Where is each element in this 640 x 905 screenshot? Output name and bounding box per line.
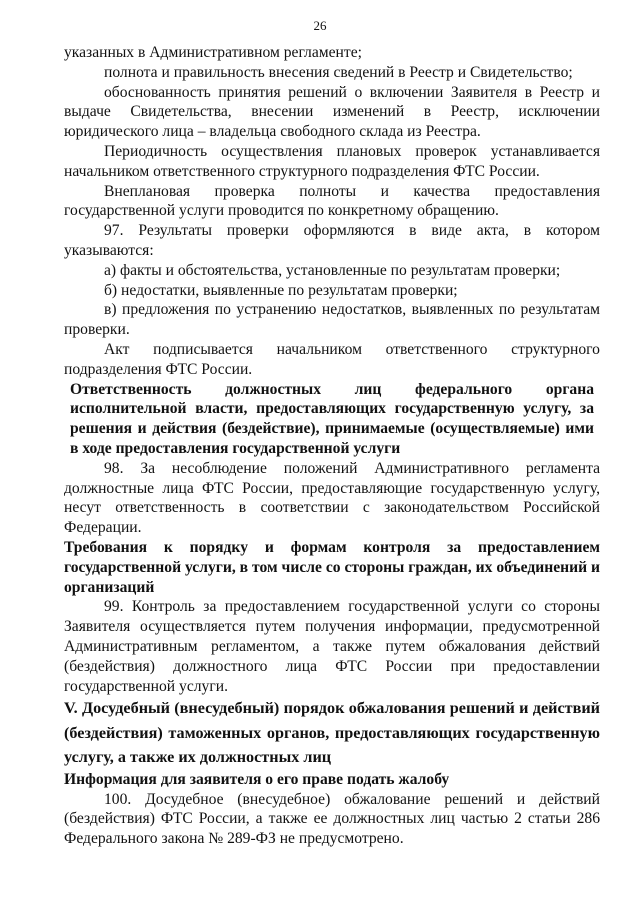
list-item-c: в) предложения по устранению недостатков, выявленных по результатам проверки.: [64, 301, 600, 339]
paragraph-act-signing: [64, 340, 600, 380]
act-signing-continuation: подразделения ФТС России.: [64, 360, 253, 378]
heading-responsibility: Ответственность должностных лиц федерального органа исполнительной власти, предоставляющих государственную услугу, за решения и действия (бездействие), принимаемые (осуществляемые) ими в ходе предоставления государственной услуги: [70, 380, 594, 457]
paragraph-99: 99. Контроль за предоставлением государственной услуги со стороны Заявителя осуществляется путем получения информации, предусмотренной Административным регламентом, а также путем обжалования действий (бездействия) должностного лица ФТС России при предоставлении государственной услуги.: [64, 598, 600, 695]
paragraph-98: 98. За несоблюдение положений Административного регламента должностные лица ФТС России, предоставляющие государственную услугу, несут ответственность в соответствии с законодательством Российской Федерации.: [64, 459, 600, 537]
page-number: 26: [313, 18, 327, 33]
act-signing-line: [64, 340, 600, 360]
act-word: ответственного: [385, 340, 488, 358]
paragraph-completeness: полнота и правильность внесения сведений в Реестр и Свидетельство;: [104, 63, 573, 81]
paragraph-periodicity: Периодичность осуществления плановых проверок устанавливается начальником ответственного структурного подразделения ФТС России.: [64, 142, 600, 180]
page-content: [64, 43, 600, 849]
heading-section-v: V. Досудебный (внесудебный) порядок обжалования решений и действий (бездействия) таможенных органов, предоставляющих государственную услугу, а также их должностных лиц: [64, 699, 600, 767]
heading-complaint-info: Информация для заявителя о его праве подать жалобу: [64, 770, 450, 788]
paragraph-unscheduled-check: Внеплановая проверка полноты и качества предоставления государственной услуги проводится по конкретному обращению.: [64, 182, 600, 220]
act-word: структурного: [511, 340, 600, 358]
paragraph-validity: обоснованность принятия решений о включении Заявителя в Реестр и выдаче Свидетельства, внесении изменений в Реестр, исключении юридического лица – владельца свободного склада из Реестра.: [64, 83, 600, 141]
act-word: начальником: [276, 340, 362, 358]
list-item-a: а) факты и обстоятельства, установленные по результатам проверки;: [104, 261, 561, 279]
list-item-b: б) недостатки, выявленные по результатам проверки;: [104, 281, 458, 299]
paragraph-100: 100. Досудебное (внесудебное) обжалование решений и действий (бездействия) ФТС России, а также ее должностных лиц частью 2 статьи 286 Федерального закона № 289-ФЗ не предусмотрено.: [64, 790, 600, 848]
paragraph-97: 97. Результаты проверки оформляются в виде акта, в котором указываются:: [64, 222, 600, 259]
paragraph-regulation-reference: указанных в Административном регламенте;: [64, 44, 362, 61]
act-word: Акт: [104, 340, 130, 358]
act-word: подписывается: [153, 340, 253, 358]
heading-control-requirements: Требования к порядку и формам контроля за предоставлением государственной услуги, в том числе со стороны граждан, их объединений и организаций: [64, 538, 600, 596]
